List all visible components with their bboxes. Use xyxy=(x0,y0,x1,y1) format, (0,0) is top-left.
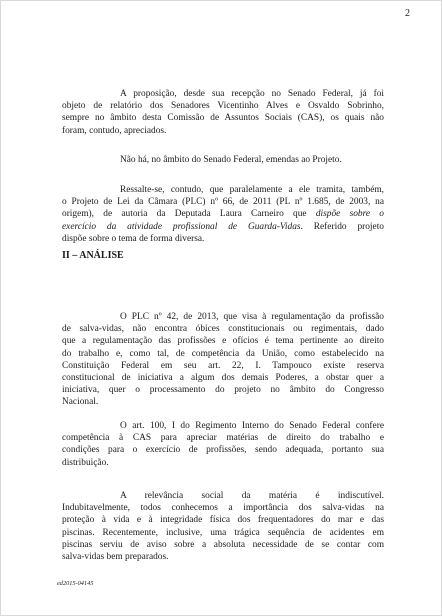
paragraph-no-amendments xyxy=(62,154,384,166)
italic-text: dispõe sobre o xyxy=(315,209,384,220)
text-line: Nacional. xyxy=(62,397,99,408)
text-line: O PLC nº 42, de 2013, que visa à regulamentação da profissão xyxy=(120,312,384,322)
text-line: proteção à vida e à integridade física dos frequentadores do mar e das xyxy=(62,515,384,526)
text-line: Constituição Federal em seu art. 22, I. Tampouco existe reserva xyxy=(62,360,384,371)
text-line: salva-vidas bem preparados. xyxy=(62,552,169,563)
text-line: dispõe sobre o tema de forma diversa. xyxy=(62,233,205,244)
text-line: O art. 100, I do Regimento Interno do Senado Federal confere xyxy=(120,421,384,431)
text-line: do trabalho e, como tal, de competência da União, como estabelecido na xyxy=(62,348,384,359)
page-number: 2 xyxy=(405,8,410,19)
italic-text: exercício da atividade profissional de Guarda-Vidas xyxy=(62,221,301,232)
text-line: constitucional de iniciativa a algum dos demais Poderes, a obstar quer a xyxy=(62,373,384,384)
text-line: que a regulamentação das profissões e ofícios é tema pertinente ao direito xyxy=(62,336,384,347)
text-line: Ressalte-se, contudo, que paralelamente a ele tramita, também, xyxy=(120,185,384,195)
text-line: Não há, no âmbito do Senado Federal, emendas ao Projeto. xyxy=(120,155,342,165)
paragraph-regiment xyxy=(62,420,384,469)
paragraph-related-bill xyxy=(62,184,384,245)
text-line: distribuição. xyxy=(62,457,109,468)
text-line: o Projeto de Lei da Câmara (PLC) nº 66, de 2011 (PL nº 1.685, de 2003, na xyxy=(62,197,384,208)
text-line: piscinas serviu de aviso sobre a absoluta necessidade de se contar com xyxy=(62,539,384,550)
section-heading: II – ANÁLISE xyxy=(62,250,124,261)
text-line: A proposição, desde sua recepção no Senado Federal, já foi xyxy=(120,89,384,99)
text-line: competência à CAS para apreciar matérias de direito do trabalho e xyxy=(62,433,384,444)
paragraph-constitutionality xyxy=(62,311,384,409)
document-code: ed2015-04145 xyxy=(57,580,94,587)
paragraph-social-relevance xyxy=(62,490,384,563)
text-line: Indubitavelmente, todos conhecemos a importância dos salva-vidas na xyxy=(62,503,384,514)
text-line: piscinas. Recentemente, inclusive, uma trágica sequência de acidentes em xyxy=(62,527,384,538)
text-line: objeto de relatório dos Senadores Vicentinho Alves e Osvaldo Sobrinho, xyxy=(62,101,384,112)
text-line: de salva-vidas, não encontra óbices constitucionais ou regimentais, dado xyxy=(62,324,384,335)
text-line: origem), de autoria da Deputada Laura Carneiro que xyxy=(62,209,316,220)
paragraph-proposition-history xyxy=(62,88,384,137)
text-line: A relevância social da matéria é indiscutível. xyxy=(120,491,384,501)
text-line: foram, contudo, apreciados. xyxy=(62,125,167,136)
text-line: iniciativa, quer o processamento do projeto no âmbito do Congresso xyxy=(62,385,384,396)
text-line: condições para o exercício de profissões, sendo adequada, portanto sua xyxy=(62,445,384,456)
text-line: . Referido projeto xyxy=(300,221,384,232)
text-line: sempre no âmbito desta Comissão de Assuntos Sociais (CAS), os quais não xyxy=(62,113,384,124)
